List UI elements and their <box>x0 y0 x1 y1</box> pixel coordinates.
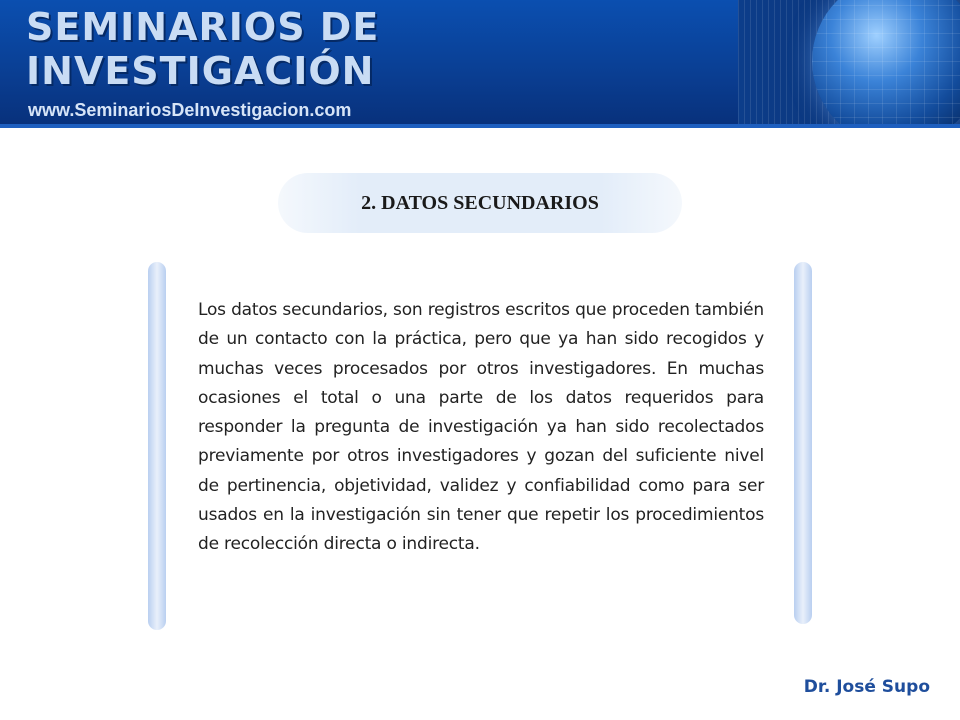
right-bracket-decoration <box>794 262 812 624</box>
site-title-line2: INVESTIGACIÓN <box>26 49 375 93</box>
left-bracket-decoration <box>148 262 166 630</box>
author-signature: Dr. José Supo <box>803 677 930 697</box>
body-paragraph: Los datos secundarios, son registros escritos que proceden también de un contacto con la práctica, pero que ya han sido recogidos y muchas veces procesados por otros investigadores. En muchas ocasiones el total o una parte de los datos requeridos para responder la pregunta de investigación ya han sido recolectados previamente por otros investigadores y gozan del suficiente nivel de pertinencia, objetividad, validez y confiabilidad como para ser usados en la investigación sin tener que repetir los procedimientos de recolección directa o indirecta. <box>198 300 764 555</box>
section-heading: 2. DATOS SECUNDARIOS <box>361 191 599 214</box>
site-url: www.SeminariosDeInvestigacion.com <box>28 100 352 120</box>
globe-icon <box>812 0 960 128</box>
site-title-line1: SEMINARIOS DE <box>26 5 380 49</box>
banner-divider <box>0 124 960 128</box>
header-banner <box>0 0 960 128</box>
section-heading-pill <box>278 173 682 233</box>
